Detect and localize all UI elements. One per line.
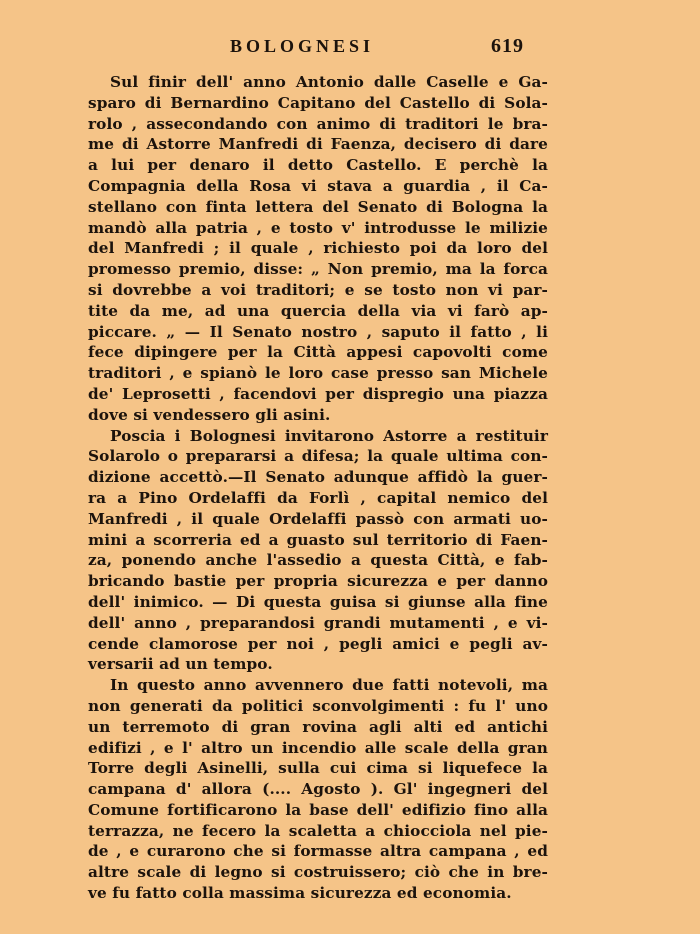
text-line: un terremoto di gran rovina agli alti ed antichi (88, 717, 548, 736)
text-line: traditori , e spianò le loro case presso san Michele (88, 364, 548, 383)
text-line: bricando bastie per propria sicurezza e per danno (88, 572, 548, 591)
text-line: dell' anno , preparandosi grandi mutamenti , e vi- (88, 613, 548, 632)
text-line: campana d' allora (.... Agosto ). Gl' ingegneri del (88, 780, 548, 799)
text-line: mini a scorreria ed a guasto sul territorio di Faen- (88, 530, 548, 549)
text-line: cende clamorose per noi , pegli amici e pegli av- (88, 634, 548, 653)
running-head (88, 36, 524, 62)
text-line: za, ponendo anche l'assedio a questa Città, e fab- (88, 551, 548, 570)
paragraph (88, 72, 548, 426)
page-number: 619 (491, 35, 524, 57)
text-line: de , e curarono che si formasse altra campana , ed (88, 842, 548, 861)
text-line: Sul finir dell' anno Antonio dalle Caselle e Ga- (110, 73, 548, 91)
text-line: Manfredi , il quale Ordelaffi passò con armati uo- (88, 509, 548, 528)
text-line: ra a Pino Ordelaffi da Forlì , capital nemico del (88, 488, 548, 507)
text-line: tite da me, ad una quercia della via vi farò ap- (88, 301, 548, 320)
text-line: fece dipingere per la Città appesi capovolti come (88, 343, 548, 362)
text-line: edifizi , e l' altro un incendio alle scale della gran (88, 738, 548, 757)
text-line: mandò alla patria , e tosto v' introdusse le milizie (88, 218, 548, 237)
text-line: non generati da politici sconvolgimenti : fu l' uno (88, 696, 548, 715)
text-line: Solarolo o prepararsi a difesa; la quale ultima con- (88, 447, 548, 466)
text-line: dizione accettò.—Il Senato adunque affidò la guer- (88, 468, 548, 487)
text-line: stellano con finta lettera del Senato di Bologna la (88, 197, 548, 216)
text-line: Compagnia della Rosa vi stava a guardia , il Ca- (88, 176, 548, 195)
text-line: Comune fortificarono la base dell' edifizio fino alla (88, 800, 548, 819)
paragraph (88, 675, 548, 904)
text-line: a lui per denaro il detto Castello. E perchè la (88, 156, 548, 175)
text-line: de' Leprosetti , facendovi per dispregio una piazza (88, 384, 548, 403)
text-line: me di Astorre Manfredi di Faenza, decisero di dare (88, 135, 548, 154)
text-line: rolo , assecondando con animo di traditori le bra- (88, 114, 548, 133)
text-line: dove si vendessero gli asini. (88, 405, 331, 424)
text-line: sparo di Bernardino Capitano del Castello di Sola- (88, 93, 548, 112)
text-line: Torre degli Asinelli, sulla cui cima si liquefece la (88, 759, 548, 778)
text-line: promesso premio, disse: „ Non premio, ma la forca (88, 260, 548, 279)
text-line: versarii ad un tempo. (88, 655, 273, 674)
text-line: altre scale di legno si costruissero; ciò che in bre- (88, 863, 548, 882)
text-line: piccare. „ — Il Senato nostro , saputo il fatto , li (88, 322, 548, 341)
text-line: dell' inimico. — Di questa guisa si giunse alla fine (88, 592, 548, 611)
text-line: Poscia i Bolognesi invitarono Astorre a restituir (110, 426, 548, 445)
text-line: ve fu fatto colla massima sicurezza ed economia. (88, 884, 512, 903)
text-line: In questo anno avvennero due fatti notevoli, ma (110, 676, 548, 695)
body-text (88, 72, 548, 904)
text-line: del Manfredi ; il quale , richiesto poi da loro del (88, 239, 548, 258)
paragraph (88, 426, 548, 676)
text-line: si dovrebbe a voi traditori; e se tosto non vi par- (88, 280, 548, 299)
running-title: BOLOGNESI (230, 36, 375, 56)
text-line: terrazza, ne fecero la scaletta a chiocciola nel pie- (88, 821, 548, 840)
